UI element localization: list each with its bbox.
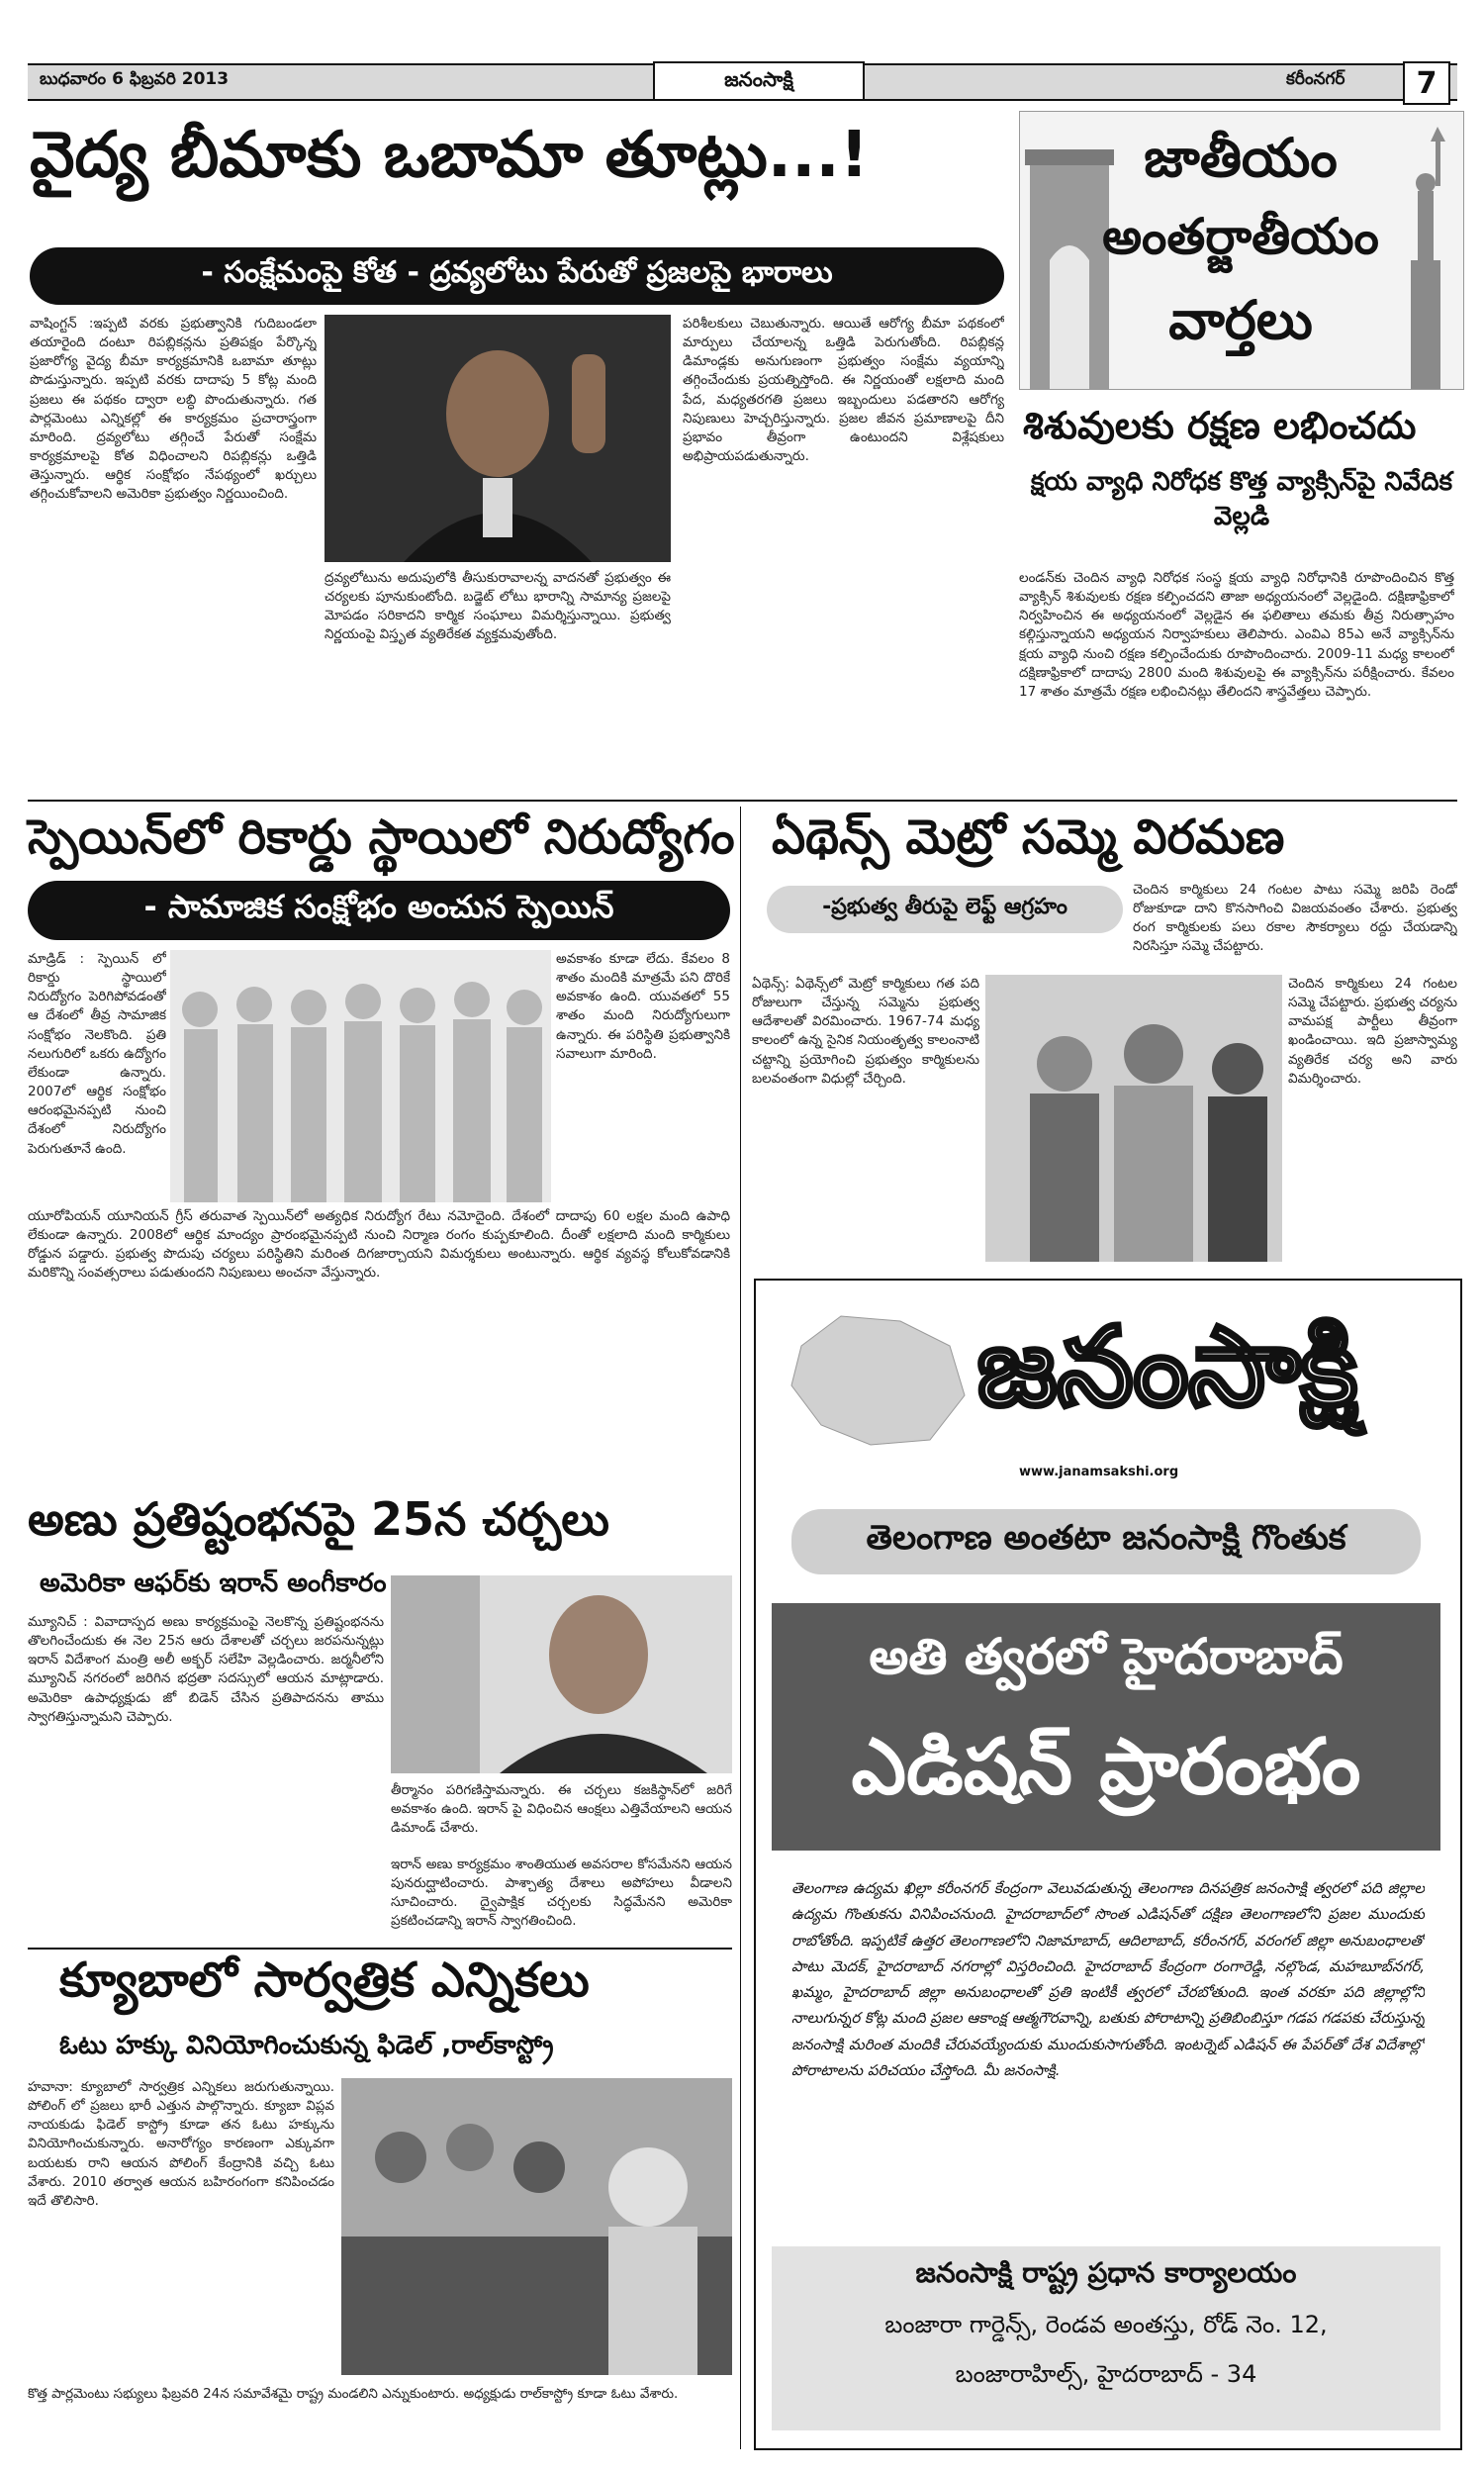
- athens-headline: ఏథెన్స్ మెట్రో సమ్మె విరమణ: [772, 809, 1285, 865]
- cuba-headline: క్యూబాలో సార్వత్రిక ఎన్నికలు: [59, 1952, 590, 2008]
- advert-body: తెలంగాణ ఉద్యమ ఖిల్లా కరీంనగర్ కేంద్రంగా వెలువడుతున్న తెలంగాణ దినపత్రిక జనంసాక్షి త్వరలో పది జిల్లాల ఉద్యమ గొంతుకను వినిపించనుంది. హైదరాబాద్‌లో సొంత ఎడిషన్‌తో దక్షిణ తెలంగాణలోని ప్రజల ముందుకు రాబోతోంది. ఇప్పటికే ఉత్తర తెలంగాణలోని నిజామాబాద్, ఆదిలాబాద్, కరీంనగర్, వరంగల్ జిల్లా అనుబంధాలతో పాటు మెదక్, హైదరాబాద్ నగరాల్లో విస్తరించింది. హైదరాబాద్ కేంద్రంగా రంగారెడ్డి, నల్గొండ, మహబూబ్‌నగర్, ఖమ్మం, హైదరాబాద్ జిల్లా అనుబంధాలతో ప్రతి ఇంటికీ త్వరలో చేరబోతుంది. ఇంత వరకూ పది జిల్లాల్లోని నాలుగున్నర కోట్ల మంది ప్రజల ఆకాంక్ష ఆత్మగౌరవాన్ని, బతుకు పోరాటాన్ని ప్రతిబింబిస్తూ గడప గడపకు చేరుస్తున్న జనంసాక్షి మరింత మందికి చేరువయ్యేందుకు ముందుకుసాగుతోంది. ఇంటర్నెట్ ఎడిషన్ ఈ పేపర్‌తో దేశ విదేశాల్లో పోరాటాలను పరిచయం చేస్తోంది. మీ జనంసాక్షి.: [791, 1879, 1425, 2079]
- athens-subhead: -ప్రభుత్వ తీరుపై లెఫ్ట్ ఆగ్రహం: [767, 886, 1123, 933]
- obama-subhead: - సంక్షేమంపై కోత - ద్రవ్యలోటు పేరుతో ప్రజలపై భారాలు: [30, 247, 1004, 305]
- janamsakshi-logo-text: జనంసాక్షి: [976, 1303, 1358, 1430]
- obama-col1: వాషింగ్టన్ :ఇప్పటి వరకు ప్రభుత్వానికి గుదిబండలా తయారైంది దంటూ రిపబ్లికన్లను ప్రతిపక్షం పేర్కొన్న ప్రజారోగ్య వైద్య బీమా కార్యక్రమానికి ఒబామా తూట్లు పొడుస్తున్నారు. ఇప్పటి వరకు దాదాపు 5 కోట్ల మంది ప్రజలు ఈ పథకం ద్వారా లబ్ధి పొందుతున్నారు. గత పార్లమెంటు ఎన్నికల్లో ఈ కార్యక్రమం ప్రచారాస్త్రంగా మారింది. ద్రవ్యలోటు తగ్గించే పేరుతో సంక్షేమ కార్యక్రమాలపై కోత విధించాలని రిపబ్లికన్లు ఒత్తిడి తెస్తున్నారు. ఆర్థిక సంక్షోభం నేపథ్యంలో ఖర్చులు తగ్గించుకోవాలని అమెరికా ప్రభుత్వం నిర్ణయించింది.: [30, 316, 317, 503]
- spain-wide: యూరోపియన్ యూనియన్ గ్రీస్ తరువాత స్పెయిన్‌లో అత్యధిక నిరుద్యోగ రేటు నమోదైంది. దేశంలో దాదాపు 60 లక్షల మంది ఉపాధి లేకుండా ఉన్నారు. 2008లో ఆర్థిక మాంద్యం ప్రారంభమైనప్పటి నుంచి నిర్మాణ రంగం కుప్పకూలింది. దీంతో లక్షలాది మంది కార్మికులు రోడ్డున పడ్డారు. ప్రభుత్వ పొదుపు చర్యలు పరిస్థితిని మరింత దిగజార్చాయని విమర్శకులు అంటున్నారు. ఆర్థిక వ్యవస్థ కోలుకోవడానికి మరికొన్ని సంవత్సరాలు పడుతుందని నిపుణులు అంచనా వేస్తున్నారు.: [28, 1208, 730, 1282]
- athens-col1: ఏథెన్స్: ఏథెన్స్‌లో మెట్రో కార్మికులు గత పది రోజులుగా చేస్తున్న సమ్మెను ప్రభుత్వ ఆదేశాలతో విరమించారు. 1967-74 మధ్య కాలంలో ఉన్న సైనిక నియంతృత్వ కాలంనాటి చట్టాన్ని ప్రయోగించి ప్రభుత్వం కార్మికులను బలవంతంగా విధుల్లో చేర్చింది.: [752, 976, 979, 1087]
- feature-line-1: జాతీయం: [1144, 127, 1338, 189]
- obama-col3: పరిశీలకులు చెబుతున్నారు. ఆయితే ఆరోగ్య బీమా పథకంలో మార్పులు చేయాలన్న ఒత్తిడి పెరుగుతోంది. రిపబ్లికన్ల డిమాండ్లకు అనుగుణంగా ప్రభుత్వం సంక్షేమ వ్యయాన్ని తగ్గించేందుకు ప్రయత్నిస్తోంది. ఈ నిర్ణయంతో లక్షలాది మంది పేద, మధ్యతరగతి ప్రజలు ఇబ్బందులు పడతారని ఆరోగ్య నిపుణులు హెచ్చరిస్తున్నారు. ప్రజల జీవన ప్రమాణాలపై దీని ప్రభావం తీవ్రంగా ఉంటుందని విశ్లేషకులు అభిప్రాయపడుతున్నారు.: [683, 316, 1004, 465]
- spain-col2: అవకాశం కూడా లేదు. కేవలం 8 శాతం మందికి మాత్రమే పని దొరికే అవకాశం ఉంది. యువతలో 55 శాతం మంది నిరుద్యోగులుగా ఉన్నారు. ఈ పరిస్థితి ప్రభుత్వానికి సవాలుగా మారింది.: [556, 951, 730, 1062]
- divider-cuba: [28, 1948, 732, 1950]
- nuclear-photo-art: [391, 1575, 732, 1773]
- obama-col2: ద్రవ్యలోటును అదుపులోకి తీసుకురావాలన్న వాదనతో ప్రభుత్వం ఈ చర్యలకు పూనుకుంటోంది. బడ్జెట్ లోటు భారాన్ని సామాన్య ప్రజలపై మోపడం సరికాదని కార్మిక సంఘాలు విమర్శిస్తున్నాయి. ప్రభుత్వ నిర్ణయంపై విస్తృత వ్యతిరేకత వ్యక్తమవుతోంది.: [325, 570, 671, 643]
- divider-row1: [28, 800, 1457, 802]
- nuclear-subhead: అమెరికా ఆఫర్‌కు ఇరాన్ అంగీకారం: [40, 1569, 387, 1598]
- vaccine-headline: శిశువులకు రక్షణ లభించదు: [1023, 404, 1417, 447]
- masthead-logo: జనంసాక్షి: [653, 61, 865, 101]
- obama-headline: వైద్య బీమాకు ఒబామా తూట్లు...!: [30, 119, 869, 192]
- feature-line-2: అంతర్జాతీయం: [1102, 208, 1379, 265]
- page-number: 7: [1403, 61, 1450, 105]
- athens-col2: చెందిన కార్మికులు 24 గంటల సమ్మె చేపట్టారు. ప్రభుత్వ చర్యను వామపక్ష పార్టీలు తీవ్రంగా ఖండించాయి. ఇది ప్రజాస్వామ్య వ్యతిరేక చర్య అని వారు విమర్శించారు.: [1288, 976, 1457, 1087]
- obama-photo: [325, 315, 671, 562]
- athens-top: చెందిన కార్మికులు 24 గంటల పాటు సమ్మె జరిపి రెండో రోజుకూడా దాని కొనసాగించి విజయవంతం చేశారు. ప్రభుత్వ రంగ కార్మికులకు పలు రకాల సౌకర్యాలు రద్దు చేయడాన్ని నిరసిస్తూ సమ్మె చేపట్టారు.: [1133, 882, 1457, 955]
- nuclear-col1: మ్యూనిచ్ : వివాదాస్పద అణు కార్యక్రమంపై నెలకొన్న ప్రతిష్టంభనను తొలగించేందుకు ఈ నెల 25న ఆరు దేశాలతో చర్చలు జరపనున్నట్లు ఇరాన్ విదేశాంగ మంత్రి అలీ అక్బర్ సలేహి వెల్లడించారు. జర్మనీలోని మ్యూనిచ్ నగరంలో జరిగిన భద్రతా సదస్సులో ఆయన మాట్లాడారు. అమెరికా ఉపాధ్యక్షుడు జో బిడెన్ చేసిన ప్రతిపాదనను తాము స్వాగతిస్తున్నామని చెప్పారు.: [28, 1614, 384, 1725]
- janamsakshi-logo: [782, 1301, 1435, 1460]
- vaccine-body: లండన్‌కు చెందిన వ్యాధి నిరోధక సంస్థ క్షయ వ్యాధి నిరోధానికి రూపొందించిన కొత్త వ్యాక్సిన్ శిశువులకు రక్షణ కల్పించదని తాజా అధ్యయనంలో వెల్లడైంది. దక్షిణాఫ్రికాలో నిర్వహించిన ఈ అధ్యయనంలో వెల్లడైన ఈ ఫలితాలు తమకు తీవ్ర నిరుత్సాహం కల్గిస్తున్నాయని అధ్యయన నిర్వాహకులు తెలిపారు. ఎంవిఎ 85ఎ అనే వ్యాక్సిన్‌ను క్షయ వ్యాధి నుంచి రక్షణ కల్పించేందుకు రూపొందించారు. 2009-11 మధ్య కాలంలో దక్షిణాఫ్రికాలో దాదాపు 2800 మంది శిశువులపై ఈ వ్యాక్సిన్‌ను పరీక్షించారు. కేవలం 17 శాతం మాత్రమే రక్షణ లభించినట్లు తేలిందని శాస్త్రవేత్తలు చెప్పారు.: [1019, 570, 1454, 700]
- vaccine-subhead: క్షయ వ్యాధి నిరోధక కొత్త వ్యాక్సిన్‌పై నివేదిక వెల్లడి: [1030, 467, 1453, 532]
- issue-date: బుధవారం 6 ఫిబ్రవరి 2013: [40, 69, 230, 89]
- advert-footer-title: జనంసాక్షి రాష్ట్ర ప్రధాన కార్యాలయం: [915, 2256, 1297, 2289]
- feature-line-3: వార్తలు: [1168, 289, 1313, 351]
- advert-url: www.janamsakshi.org: [1019, 1465, 1179, 1479]
- spain-photo: [170, 950, 551, 1202]
- advert-line2: ఎడిషన్ ప్రారంభం: [851, 1722, 1361, 1812]
- spain-subhead: - సామాజిక సంక్షోభం అంచున స్పెయిన్: [28, 881, 730, 940]
- nuclear-col2: తీర్మానం పరిగణిస్తామన్నారు. ఈ చర్చలు కజకిస్థాన్‌లో జరిగే అవకాశం ఉంది. ఇరాన్ పై విధించిన ఆంక్షలు ఎత్తివేయాలని ఆయన డిమాండ్ చేశారు.: [391, 1782, 732, 1837]
- advert-line1: అతి త్వరలో హైదరాబాద్: [869, 1627, 1344, 1685]
- advert-tagline: తెలంగాణ అంతటా జనంసాక్షి గొంతుక: [791, 1509, 1421, 1574]
- advert-footer-addr2: బంజారాహిల్స్, హైదరాబాద్ - 34: [955, 2360, 1257, 2388]
- athens-photo: [985, 975, 1282, 1262]
- cuba-photo-art: [341, 2078, 732, 2375]
- nuclear-headline: అణు ప్రతిష్టంభనపై 25న చర్చలు: [28, 1492, 609, 1546]
- spain-headline: స్పెయిన్‌లో రికార్డు స్థాయిలో నిరుద్యోగం: [28, 809, 735, 865]
- nuclear-wide: ఇరాన్ అణు కార్యక్రమం శాంతియుత అవసరాల కోసమేనని ఆయన పునరుద్ఘాటించారు. పాశ్చాత్య దేశాలు అపోహలు వీడాలని సూచించారు. ద్వైపాక్షిక చర్చలకు సిద్ధమేనని అమెరికా ప్రకటించడాన్ని ఇరాన్ స్వాగతించింది.: [391, 1856, 732, 1930]
- divider-col: [740, 807, 741, 2449]
- advert-footer-addr1: బంజారా గార్డెన్స్, రెండవ అంతస్తు, రోడ్ నెం. 12,: [884, 2311, 1328, 2338]
- nuclear-photo: [391, 1575, 732, 1773]
- obama-photo-art: [325, 315, 671, 562]
- edition-city: కరీంనగర్: [1286, 69, 1345, 89]
- spain-photo-art: [170, 950, 551, 1202]
- cuba-photo: [341, 2078, 732, 2375]
- cuba-subhead: ఓటు హక్కు వినియోగించుకున్న ఫిడెల్ ,రాల్‌కాస్ట్రో: [59, 2031, 554, 2060]
- cuba-wide: కొత్త పార్లమెంటు సభ్యులు ఫిబ్రవరి 24న సమావేశమై రాష్ట్ర మండలిని ఎన్నుకుంటారు. అధ్యక్షుడు రాల్‌కాస్ట్రో కూడా ఓటు వేశారు.: [28, 2386, 679, 2402]
- cuba-col1: హవానా: క్యూబాలో సార్వత్రిక ఎన్నికలు జరుగుతున్నాయి. పోలింగ్ లో ప్రజలు భారీ ఎత్తున పాల్గొన్నారు. క్యూబా విప్లవ నాయకుడు ఫిడెల్ కాస్ట్రో కూడా తన ఓటు హక్కును వినియోగించుకున్నారు. అనారోగ్యం కారణంగా ఎక్కువగా బయటకు రాని ఆయన పోలింగ్ కేంద్రానికి వచ్చి ఓటు వేశారు. 2010 తర్వాత ఆయన బహిరంగంగా కనిపించడం ఇదే తొలిసారి.: [28, 2079, 334, 2209]
- spain-col1: మాడ్రిడ్ : స్పెయిన్ లో రికార్డు స్థాయిలో నిరుద్యోగం పెరిగిపోవడంతో ఆ దేశంలో తీవ్ర సామాజిక సంక్షోభం నెలకొంది. ప్రతి నలుగురిలో ఒకరు ఉద్యోగం లేకుండా ఉన్నారు. 2007లో ఆర్థిక సంక్షోభం ఆరంభమైనప్పటి నుంచి దేశంలో నిరుద్యోగం పెరుగుతూనే ఉంది.: [28, 951, 166, 1157]
- athens-photo-art: [985, 975, 1282, 1262]
